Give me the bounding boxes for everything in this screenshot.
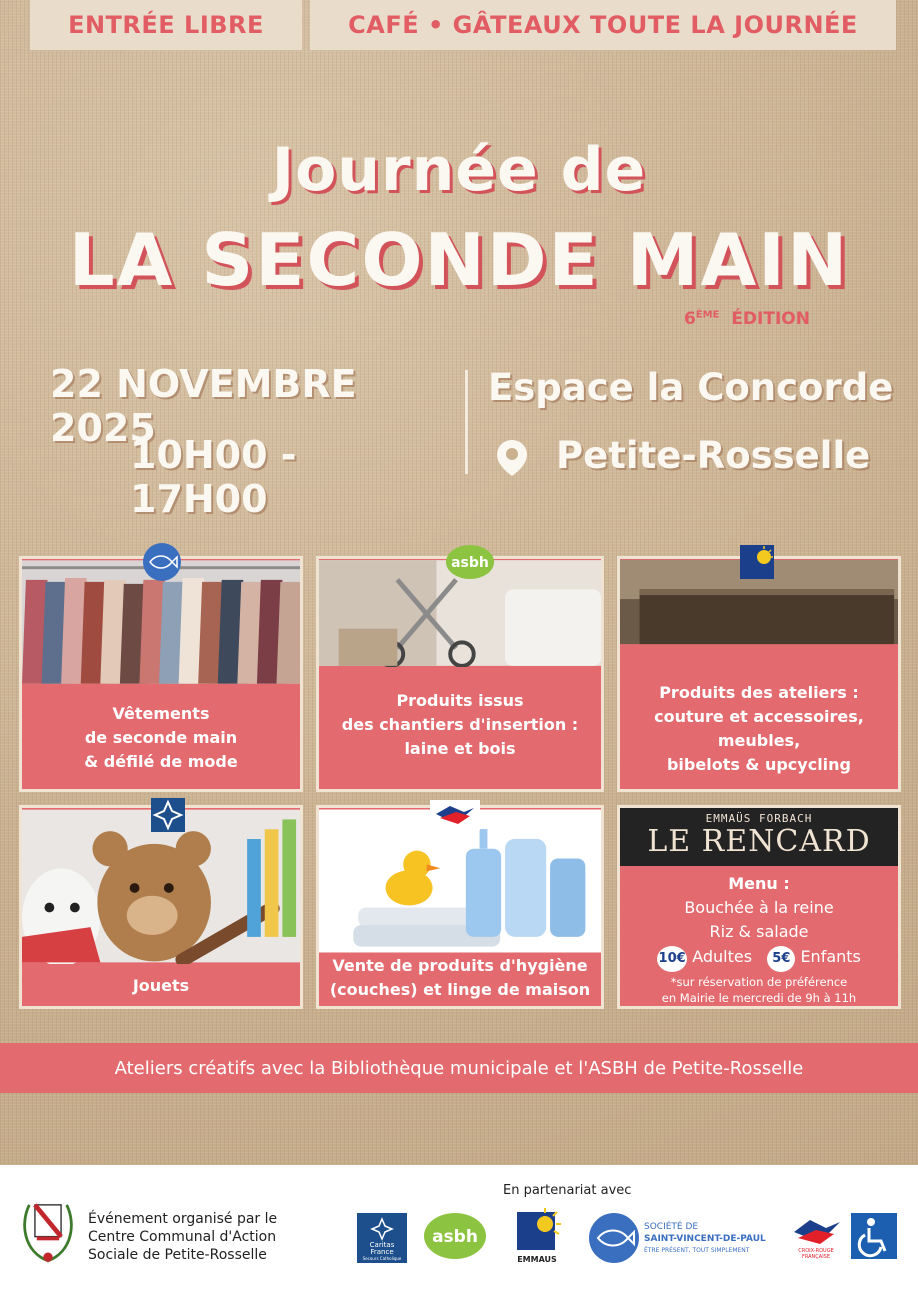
asbh-logo: [423, 1212, 487, 1260]
organizer-line1: Événement organisé par le: [88, 1211, 278, 1227]
svp-logo-line2: SAINT-VINCENT-DE-PAUL: [644, 1234, 766, 1244]
cafe-banner: [310, 0, 896, 50]
organizer-text: [88, 1210, 277, 1264]
partner-label: En partenariat avec: [503, 1183, 632, 1198]
card-insertion-line3: laine et bois: [404, 739, 516, 758]
title-line2: LA SECONDE MAIN: [68, 218, 850, 302]
price-child-label: Enfants: [800, 947, 861, 966]
card-hygiene-line1: Vente de produits d'hygiène: [332, 956, 588, 975]
emmaus-logo-text: EMMAUS: [517, 1255, 557, 1264]
card-insertion-line2: des chantiers d'insertion :: [341, 715, 579, 734]
card-rencard: [617, 805, 901, 1009]
free-entry-banner: [30, 0, 302, 50]
svp-fish-icon: [142, 542, 182, 582]
organizer-line3: Sociale de Petite-Rosselle: [88, 1247, 267, 1263]
card-workshops-line2: couture et accessoires, meubles,: [654, 707, 864, 750]
caritas-logo-line1: Caritas: [369, 1241, 395, 1249]
croix-rouge-logo-line2: FRANÇAISE: [801, 1254, 831, 1260]
organizer-line2: Centre Communal d'Action: [88, 1229, 277, 1245]
card-toys: [19, 805, 303, 1009]
asbh-badge-icon: [445, 544, 495, 580]
price-adult-label: Adultes: [692, 947, 753, 966]
rencard-header: [620, 808, 898, 866]
edition-suffix: ÈME: [695, 309, 720, 321]
rencard-note: [620, 974, 898, 1006]
card-hygiene-line2: (couches) et linge de maison: [329, 980, 591, 999]
asbh-logo-text: asbh: [432, 1227, 478, 1247]
edition-word: ÉDITION: [731, 309, 810, 329]
caritas-logo: [357, 1213, 407, 1263]
card-toys-line1: Jouets: [132, 976, 190, 995]
rencard-prices: [620, 946, 898, 972]
card-workshops: [617, 556, 901, 792]
workshops-text: Ateliers créatifs avec la Bibliothèque municipale et l'ASBH de Petite-Rosselle: [114, 1057, 804, 1079]
svp-logo-line1: SOCIÉTÉ DE: [644, 1222, 699, 1232]
card-insertion: [316, 556, 604, 792]
card-hygiene: [316, 805, 604, 1009]
rencard-header-big: LE RENCARD: [647, 824, 871, 859]
caritas-logo-sub: Secours Catholique: [362, 1256, 402, 1261]
location-pin-icon: [495, 438, 529, 478]
event-hours: 10H00 - 17H00: [130, 433, 297, 521]
town-crest-icon: [20, 1195, 76, 1267]
price-adult-badge: 10€: [657, 946, 687, 972]
card-insertion-line1: Produits issus: [396, 691, 524, 710]
free-entry-text: ENTRÉE LIBRE: [68, 11, 264, 39]
svp-logo-tagline: ÊTRE PRÉSENT, TOUT SIMPLEMENT: [644, 1247, 750, 1254]
event-date: 22 NOVEMBRE 2025: [50, 362, 357, 450]
rencard-menu-item-2: Riz & salade: [709, 922, 809, 941]
croix-rouge-logo: [788, 1212, 844, 1260]
asbh-badge-text: asbh: [451, 555, 489, 571]
price-child-badge: 5€: [767, 946, 795, 972]
edition-number: 6: [684, 309, 696, 329]
rencard-header-small: EMMAÜS FORBACH: [705, 812, 813, 825]
card-clothing-line2: de seconde main: [84, 728, 238, 747]
croix-rouge-logo-line1: CROIX-ROUGE: [798, 1248, 834, 1254]
svp-logo: [588, 1212, 788, 1264]
rencard-menu-title: Menu :: [728, 874, 790, 893]
card-workshops-line1: Produits des ateliers :: [659, 683, 859, 702]
cafe-text: CAFÉ • GÂTEAUX TOUTE LA JOURNÉE: [348, 11, 858, 39]
rencard-menu-item-1: Bouchée à la reine: [684, 898, 834, 917]
card-workshops-line3: bibelots & upcycling: [666, 755, 852, 774]
title-line1: Journée de: [271, 135, 647, 205]
rencard-note-2: en Mairie le mercredi de 9h à 11h: [661, 991, 857, 1005]
card-clothing: [19, 556, 303, 792]
workshops-banner: [0, 1043, 918, 1093]
event-venue: Espace la Concorde: [488, 366, 894, 409]
rencard-note-1: *sur réservation de préférence: [670, 975, 848, 989]
divider: [465, 370, 468, 474]
caritas-logo-line2: France: [370, 1248, 394, 1256]
event-town: Petite-Rosselle: [556, 434, 871, 477]
emmaus-badge-icon: [738, 543, 776, 581]
card-clothing-line1: Vêtements: [112, 704, 210, 723]
emmaus-logo: [515, 1206, 575, 1266]
edition-label: [684, 309, 810, 329]
card-clothing-line3: & défilé de mode: [84, 752, 238, 771]
croix-rouge-badge-icon: [430, 800, 480, 830]
cross-badge-icon: [150, 797, 186, 833]
accessibility-icon: [851, 1213, 897, 1259]
